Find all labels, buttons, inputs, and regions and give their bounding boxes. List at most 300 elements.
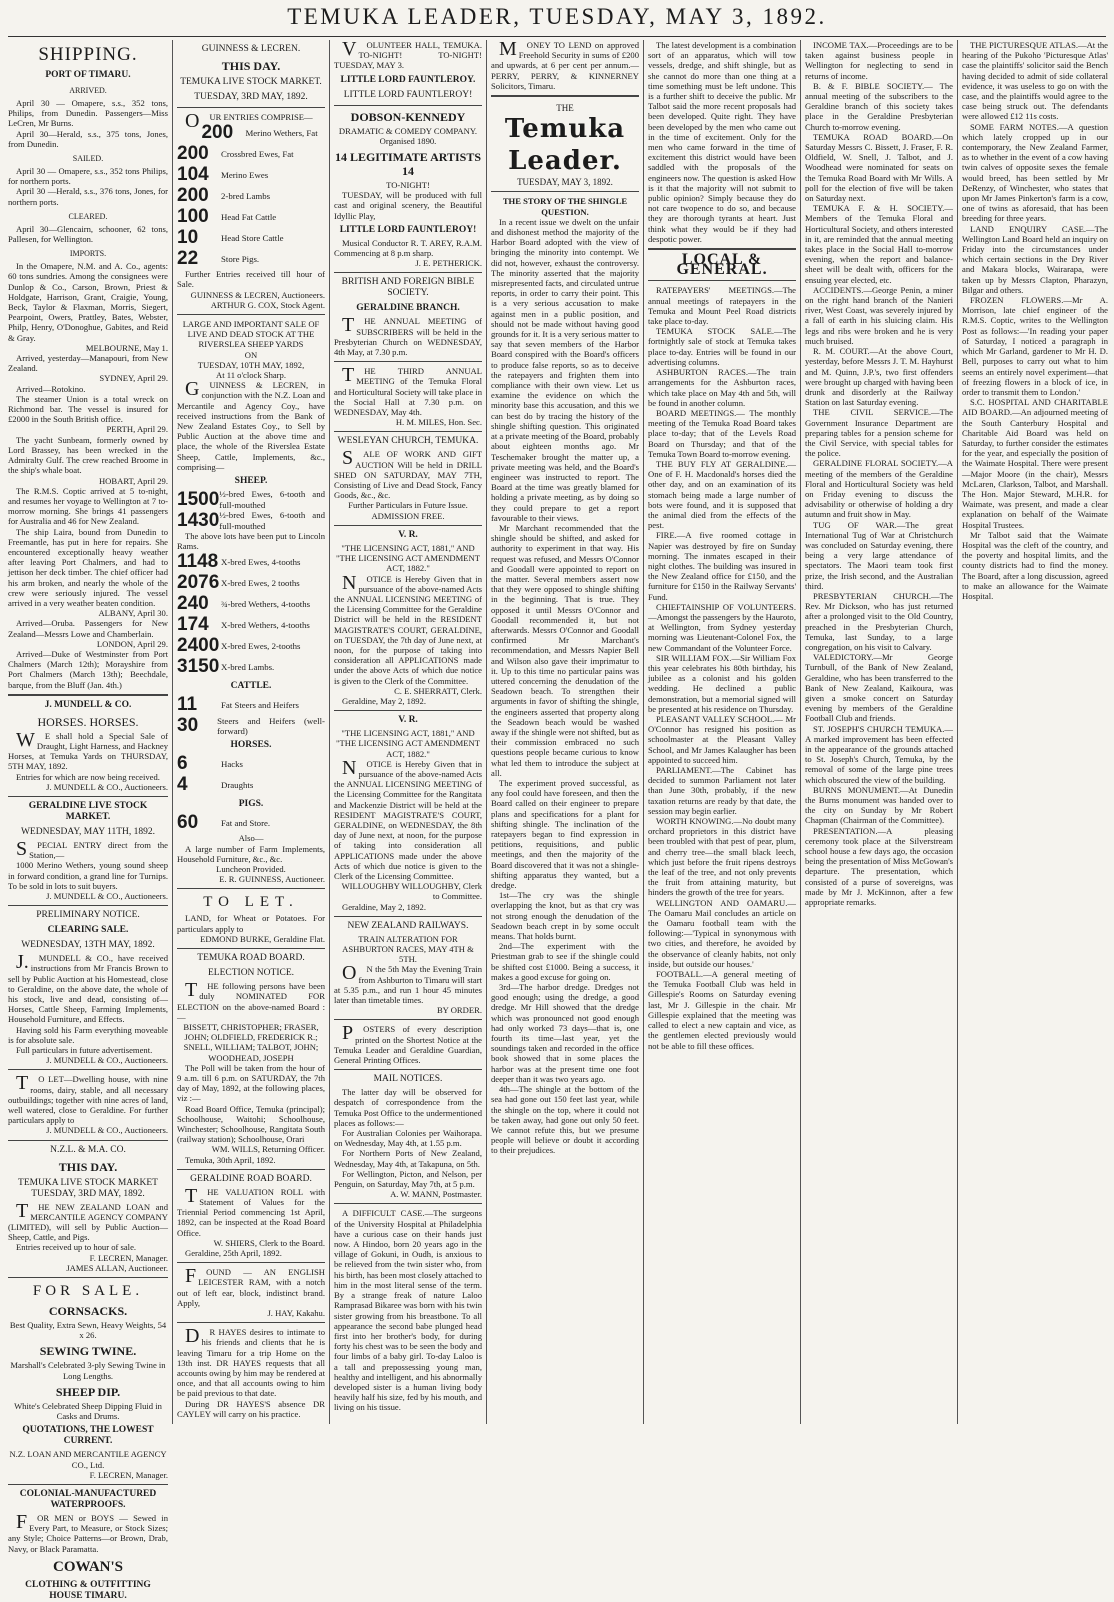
ad-body: Best Quality, Extra Sewn, Heavy Weights, 54 x 26. — [9, 1320, 167, 1341]
stock-description: X-bred Ewes, 2 tooths — [221, 577, 300, 588]
stock-description: Store Pigs. — [221, 253, 260, 264]
stock-count: 2076 — [177, 572, 220, 594]
article-paragraph: 4th—The shingle at the bottom of the sea had gone out 150 feet last year, while the shingle on the top, where it could not be taken away, had gone out only 50 feet. We cannot refute this, but we presume people will believe or doubt it according to their prejudices. — [491, 1084, 639, 1156]
ad-body: BISSETT, CHRISTOPHER; FRASER, JOHN; OLDFIELD, FREDERICK R.; SNELL, WILLIAM; TALBOT, JOHN; WOODHEAD, JOSEPH — [183, 1021, 319, 1063]
section-heading: LOCAL & GENERAL. — [676, 251, 768, 279]
divider — [334, 272, 482, 273]
stock-count: 60 — [177, 812, 199, 834]
stock-description: Fat and Store. — [221, 817, 271, 828]
ad-heading: "THE LICENSING ACT, 1881," AND "THE LICENSING ACT AMENDMENT ACT, 1882." — [336, 542, 480, 574]
ad-body: FOUND — AN ENGLISH LEICESTER RAM, with a notch out of left ear, block, indistinct brand. Apply, — [177, 1265, 325, 1308]
news-item: SOME FARM NOTES.—A question which lately cropped up in our contemporary, the New Zealand Farmer, as to whether in the event of a cow having twin calves of opposite sexes the female would breed, has been settled by Mr DeRenzy, of Winchester, who states that upon Mr James Pinkerton's farm is a cow, one of twins as aforesaid, that has been breeding for three years. — [962, 121, 1108, 224]
article-paragraph: A DIFFICULT CASE.—The surgeons of the University Hospital at Philadelphia have a curious case on their hands just now. A Hindoo, born 20 years ago in the village of Gokuni, in Oudh, is anxious to be relieved from the twin sister who, from his birth, has been most closely attached to him in the most literal sense of the term. By a strange freak of nature Laloo Ramprasad Bikaree was born with his twin sister growing from his breastbone. To all appearance the second babe plunged head first into her brother's body, for during forty his chest was to be seen the body and four limbs of a baby girl. To-day Laloo is a tall and prepossessing young man, healthy and intelligent, and his abnormally developed sister is a human living body heavily half his size, fed by his mouth, and living on his tissue. — [334, 1208, 482, 1413]
ad-body: Further Entries received till hour of Sale. — [177, 269, 325, 290]
ad-heading: WESLEYAN CHURCH, TEMUKA. — [337, 436, 479, 447]
ad-signature: EDMOND BURKE, Geraldine Flat. — [200, 933, 325, 944]
news-item: PRESBYTERIAN CHURCH.—The Rev. Mr Dickson, who has just returned after a prolonged visit to the Old Country, preached in the Presbyterian Church, Temuka, last Sunday, to a large congregation, on his visit to Calvary. — [805, 590, 953, 652]
ad-heading: SEWING TWINE. — [39, 1344, 137, 1359]
news-item: SIR WILLIAM FOX.—Sir William Fox this year celebrates his 80th birthday, his jubilee as a colonist and his golden wedding. He declined a public demonstration, but a memorial signed will be presented at his residence on Thursday. — [648, 652, 796, 714]
news-item: FIRE.—A five roomed cottage in Napier was destroyed by fire on Sunday morning. The inmates escaped in their night clothes. The building was insured in the New Zealand office for £150, and the furniture for £150 in the Railway Servants' Fund. — [648, 530, 796, 602]
ad-body: Marshall's Celebrated 3-ply Sewing Twine in Long Lengths. — [10, 1360, 166, 1381]
news-item: THE CIVIL SERVICE.—The Government Insurance Department are preparing tables for a pension scheme for the Civil Service, with special tables for the police. — [805, 407, 953, 459]
ad-subheading: TUESDAY, 3RD MAY, 1892. — [194, 92, 308, 102]
ad-body: Further Particulars in Future Issue. — [348, 500, 468, 511]
divider — [8, 1140, 168, 1141]
stock-description: X-bred Lambs. — [221, 661, 275, 672]
ad-signature: A. W. MANN, Postmaster. — [390, 1189, 482, 1200]
ad-body: THE VALUATION ROLL with Statement of Values for the Triennial Period commencing 1st April, 1892, can be inspected at the Road Board Office. — [177, 1184, 325, 1238]
ad-body: The above lots have been put to Lincoln Rams. — [177, 531, 325, 552]
ad-heading: V. R. — [398, 529, 418, 540]
stock-item — [177, 489, 325, 510]
ad-body: Also— — [238, 833, 264, 844]
news-item: TEMUKA ROAD BOARD.—On Saturday Messrs C. Bissett, J. Fraser, F. R. Oldfield, W. Snell, J. Talbot, and J. Woodhead were nominated for seats on the Temuka Road Board with Mr Wills. A poll for the election of five will be taken on Saturday next. — [805, 131, 953, 204]
ad-signature: WM. WILLS, Returning Officer. — [211, 1144, 325, 1155]
stock-description: X-bred Ewes, 2-tooths — [221, 640, 301, 651]
stock-count: 200 — [177, 185, 209, 207]
article-paragraph: The experiment proved successful, as any fool could have foreseen, and then the Board called on their engineer to prepare plans and specifications for a plant for shifting shingle. The inclination of the ratepayers began to find expression in petitions, requisitions, and public meetings, and then the majority of the Board discovered that it was not a shingle-shifting apparatus they wanted, but a dredge. — [491, 778, 639, 891]
ad-subheading: WEDNESDAY, MAY 11TH, 1892. — [20, 826, 156, 837]
stock-count: 22 — [177, 248, 199, 270]
ad-heading: NEW ZEALAND RAILWAYS. — [347, 920, 469, 931]
news-item: INCOME TAX.—Proceedings are to be taken against business people in Wellington for neglecting to send in returns of income. — [805, 40, 953, 81]
divider — [177, 107, 325, 108]
news-item: WORTH KNOWING.—No doubt many orchard proprietors in this district have been troubled with that pest of pear, plum, and cherry tree—the small black leech, which just before the fruit ripens destroys the leaf of the tree, and not only prevents the fruit from attaining maturity, but hinders the growth of the tree for years. — [648, 816, 796, 898]
column-rule — [172, 40, 173, 1424]
stock-description: ¾-bred Wethers, 4-tooths — [221, 598, 311, 609]
ad-signature: J. MUNDELL & CO., Auctioneers. — [46, 1055, 168, 1066]
ad-signature: J. MUNDELL & CO., Auctioneers. — [46, 1125, 168, 1136]
paper-title-the: THE — [556, 103, 574, 114]
ad-signature: C. E. SHERRATT, Clerk. — [394, 685, 482, 696]
stock-count: 10 — [177, 227, 199, 249]
news-item: CHIEFTAINSHIP OF VOLUNTEERS.—Amongst the passengers by the Hauroto, at Wellington, from Sydney yesterday morning was Lieutenant-Colonel Fox, the new Commandant of the Volunteer Force. — [648, 601, 796, 653]
shipping-entry: April 30—Herald, s.s., 375 tons, Jones, from Dunedin. — [8, 128, 168, 149]
ad-body: Entries for which are now being received. — [16, 771, 160, 782]
divider — [334, 525, 482, 526]
ad-body: J.MUNDELL & CO., have received instructions from Mr Francis Brown to sell by Public Auction at his Homestead, close to Geraldine, on the above date, the whole of his stock, live and dead, consisting of—Horses, Cattle Sheep, Farming Implements, Household Furniture, and Effects. — [8, 951, 168, 1025]
divider — [334, 1203, 482, 1204]
ad-heading: QUOTATIONS, THE LOWEST CURRENT. — [22, 1425, 154, 1447]
ad-heading: TEMUKA LIVE STOCK MARKET. — [180, 77, 322, 87]
imports-label: IMPORTS. — [69, 249, 107, 259]
ad-body: ADMISSION FREE. — [371, 510, 445, 521]
paper-title: Temuka Leader. — [504, 114, 626, 177]
ad-body: For Northern Ports of New Zealand, Wednesday, May 4th, at Takapuna, on 5th. — [334, 1148, 482, 1169]
ad-body: LAND, for Wheat or Potatoes. For particulars apply to — [177, 913, 325, 934]
news-item: LAND ENQUIRY CASE.—The Wellington Land Board held an inquiry on Friday into the circumstances under which certain sections in the Dry River and Makara blocks, Wairarapa, were taken up by Messrs Clapton, Pharazyn, Bilgar and others. — [962, 223, 1108, 295]
ad-body: THE following persons have been duly NOMINATED FOR ELECTION on the above-named Board :— — [177, 979, 325, 1022]
ad-heading: DOBSON-KENNEDY — [350, 109, 466, 124]
stock-count: 104 — [177, 164, 209, 186]
ad-signature: J. E. PETHERICK. — [415, 258, 482, 269]
ad-body: WE shall hold a Special Sale of Draught, Light Harness, and Hackney Horses, at Temuka Yards on THURSDAY, 5TH MAY, 1892. — [8, 728, 168, 772]
ad-signature: F. LECREN, Manager. — [89, 1252, 168, 1263]
shipping-entry: April 30 —Herald, s.s., 376 tons, Jones, for northern ports. — [8, 186, 168, 207]
stock-description: ½-bred Ewes, 6-tooth and full-mouthed — [219, 489, 325, 510]
stock-description: Merino Wethers, Fat — [245, 127, 318, 138]
divider — [177, 314, 325, 315]
news-item: RATEPAYERS' MEETINGS.—The annual meetings of ratepayers in the Temuka and Mount Peel Road districts take place to-day. — [648, 285, 796, 327]
shipping-entry: Arrived, yesterday—Manapouri, from New Zealand. — [8, 353, 168, 374]
shipping-entry: The R.M.S. Coptic arrived at 5 to-night, and resumes her voyage to Wellington at 7 to-morrow morning. She brings 41 passengers for Australia and 46 for New Zealand. — [8, 485, 168, 527]
divider — [177, 1169, 325, 1170]
column-rule — [800, 40, 801, 1424]
ad-heading: N.Z.L. & M.A. CO. — [50, 1144, 126, 1155]
ad-signature: WILLOUGHBY WILLOUGHBY, Clerk to Committee. — [341, 881, 482, 902]
stock-description: Merino Ewes — [221, 169, 269, 180]
ad-subheading: TEMUKA LIVE STOCK MARKET TUESDAY, 3RD MAY, 1892. — [18, 1177, 158, 1199]
column-news-2 — [805, 40, 953, 1420]
news-item: ST. JOSEPH'S CHURCH TEMUKA.—A marked improvement has been effected in the appearance of the grounds attached to St. Joseph's Church, Temuka, by the removal of some of the large pine trees which obscured the view of the building. — [805, 723, 953, 785]
ad-body: White's Celebrated Sheep Dipping Fluid in Casks and Drums. — [14, 1400, 162, 1422]
article-paragraph: 2nd—The experiment with the Priestman grab to see if the shingle could be shifted cost £1000. Being a success, it makes a good excuse for going on. — [491, 941, 639, 982]
stock-description: X-bred Ewes, 4-tooths — [221, 556, 301, 567]
divider — [334, 361, 482, 362]
dateline: PERTH, April 29. — [106, 424, 168, 435]
ad-heading: LITTLE LORD FAUNTLEROY. — [340, 74, 476, 85]
stock-count: 30 — [177, 715, 199, 737]
stock-count: 100 — [177, 206, 209, 228]
ad-signature: J. HAY, Kakahu. — [267, 1307, 325, 1318]
divider — [8, 905, 168, 906]
ad-body: ON — [244, 349, 258, 360]
news-item: FROZEN FLOWERS.—Mr A. Morrison, late chief engineer of the R.M.S. Coptic, writes to the Wellington Post as follows:—'In reading your paper of Saturday, I noticed a paragraph in which Mr Garland, gardener to Mr H. D. Bell, purposes to carry out what to him seems an entirely novel experiment—that of freezing flowers in a block of ice, in order to transmit them to London.' — [962, 295, 1108, 397]
dateline: LONDON, April 29. — [96, 638, 168, 649]
divider — [8, 796, 168, 797]
news-item: FOOTBALL.—A general meeting of the Temuka Football Club was held in Gillespie's Rooms on Saturday evening last, Mr J. Gillespie in the chair. Mr Gillespie explained that the meeting was called to elect a new captain and vice, as the gentlemen elected previously would not be able to fill these offices. — [648, 969, 796, 1051]
ad-body: The latter day will be observed for despatch of correspondence from the Temuka Post Office to the undermentioned places as follows:— — [334, 1087, 482, 1128]
ad-body: GUINNESS & LECREN, in conjunction with the N.Z. Loan and Mercantile and Agency Coy., have received instructions from the Bank of New Zealand Estates Coy., to Sell by Public Auction at the above time and place, the whole of the Riverslea Estate Sheep, Cattle, Implements, &c., comprising— — [177, 378, 325, 472]
news-item: TUG OF WAR.—The great International Tug of War at Christchurch was concluded on Saturday evening, there being a very large attendance of spectators. The Maori team took first prize, the Irish second, and the Australian third. — [805, 519, 953, 591]
ad-heading: "THE LICENSING ACT, 1881," AND "THE LICENSING ACT AMENDMENT ACT, 1882." — [336, 728, 480, 759]
column-rule — [329, 40, 330, 1424]
ad-body: SPECIAL ENTRY direct from the Station,— — [16, 837, 168, 861]
divider — [491, 95, 639, 97]
dateline: ALBANY, April 30. — [98, 608, 168, 619]
shipping-entry: Arrived—Duke of Westminster from Port Chalmers (March 12th); Morayshire from Port Chalmers (March 13th); Beechdale, barque, from the Bluff (Jan. 4th.) — [8, 648, 168, 690]
ad-heading: BRITISH AND FOREIGN BIBLE SOCIETY. — [341, 277, 475, 299]
news-item: ASHBURTON RACES.—The train arrangements for the Ashburton races, which take place on May 4th and 5th, will be found in another column. — [648, 367, 796, 408]
news-item: BURNS MONUMENT.—At Dunedin the Burns monument was handed over to the city on Sunday by Mr Robert Chapman (Chairman of the Committee). — [805, 784, 953, 826]
divider — [334, 1069, 482, 1070]
ad-heading: LITTLE LORD FAUNTLEROY! — [339, 224, 477, 235]
stock-description: Draughts — [221, 779, 254, 790]
stock-item — [177, 694, 325, 715]
ad-subheading: PIGS. — [238, 799, 264, 810]
news-item: PRESENTATION.—A pleasing ceremony took place at the Silverstream school house a few days ago, the occasion being the presentation of Miss McGowan's departure. The presentation, which consisted of a purse of sovereigns, was made by Mr J. McKinnon, after a few appropriate remarks. — [805, 825, 953, 908]
divider — [491, 191, 639, 192]
paper-date: TUESDAY, MAY 3, 1892. — [517, 177, 613, 188]
ad-body: NOTICE is Hereby Given that in pursuance of the above-named Acts the ANNUAL LICENSING MEETING of the Licensing Committee for the Geraldine District will be held in the RESIDENT MAGISTRATE'S COURT, GERALDINE, on TUESDAY, the 7th day of June next, at noon, for the purpose of taking into consideration all APPLICATIONS made under the above Acts of which due notice is given to the Clerk of the Committee. — [334, 571, 482, 686]
divider — [334, 105, 482, 106]
stock-item — [177, 227, 325, 248]
ad-subheading: SHEEP. — [234, 476, 268, 487]
stock-count: 240 — [177, 593, 209, 615]
stock-item — [177, 635, 325, 656]
stock-count: 1500 — [177, 489, 220, 511]
news-item: B. & F. BIBLE SOCIETY.— The annual meeting of the subscribers to the Geraldine branch of this society takes place in the Geraldine Presbyterian Church to-morrow evening. — [805, 80, 953, 132]
ad-signature: J. MUNDELL & CO., Auctioneers. — [46, 781, 168, 792]
article-paragraph: Mr Marchant recommended that the shingle should be shifted, and asked for authority to experiment in that way. His request was refused, and Messrs O'Connor and Goodall were appointed to report on the matter. Several members assert now that they were opposed to shingle shifting in the beginning. That is true. They opposed it until Messrs O'Connor and Goodall recommended it, but not afterwards. Messrs O'Connor and Goodall confirmed Mr Marchant's recommendation, and Messrs Napier Bell and Wilson also gave their imprimatur to it. Up to this time no particular pains was uttered concerning the denudation of the Seadown beach. To strengthen their arguments in favor of shifting the shingle, the engineers asserted that property along the Seadown beach would be washed away if the shingle were not shifted, but as their commission embraced no such questions people became curious to know what led them to introduce the subject at all. — [491, 522, 639, 778]
ad-body: Entries received up to hour of sale. — [16, 1242, 137, 1253]
column-rule — [486, 40, 487, 1424]
column-local-general — [648, 40, 796, 1420]
stock-item — [177, 185, 325, 206]
ad-body: OUR ENTRIES COMPRISE— — [185, 110, 313, 132]
shipping-heading: SHIPPING. — [38, 44, 138, 65]
port-heading: PORT OF TIMARU. — [45, 70, 131, 80]
cleared-label: CLEARED. — [68, 211, 108, 221]
ad-signature: F. LECREN, Manager. — [89, 1469, 168, 1480]
stock-description: Hacks — [221, 758, 243, 769]
divider — [177, 1322, 325, 1323]
stock-description: Crossbred Ewes, Fat — [221, 148, 294, 159]
ad-heading: V. R. — [398, 715, 418, 726]
divider — [334, 710, 482, 711]
ad-body: A large number of Farm Implements, Household Furniture, &c., &c. — [177, 843, 325, 864]
article-heading: THE STORY OF THE SHINGLE QUESTION. — [502, 196, 628, 217]
ad-body: During DR HAYES'S absence DR CAYLEY will carry on his practice. — [177, 1398, 325, 1419]
sailed-label: SAILED. — [72, 154, 104, 164]
shipping-entry: The steamer Union is a total wreck on Richmond bar. The vessel is insured for £2000 in the South British office. — [8, 393, 168, 425]
ad-body: Geraldine, 25th April, 1892. — [185, 1247, 282, 1258]
ad-heading: LARGE AND IMPORTANT SALE OF LIVE AND DEAD STOCK AT THE RIVERSLEA SHEEP YARDS — [182, 319, 320, 350]
ad-heading: LITTLE LORD FAUNTLEROY! — [343, 89, 473, 100]
news-item: BOARD MEETINGS.— The monthly meeting of the Temuka Road Board takes place to-day; that of the Levels Road Board on Thursday; and that of the Temuka Town Board to-morrow evening. — [648, 407, 796, 459]
ad-body: FOR MEN or BOYS — Sewed in Every Part, to Measure, or Stock Sizes; any Style; Choice Patterns—or Brown, Drab, Navy, or Black Paramatta. — [8, 1510, 168, 1554]
stock-item — [177, 510, 325, 531]
divider — [177, 948, 325, 949]
news-item: TEMUKA F. & H. SOCIETY.—Members of the Temuka Floral and Horticultural Society, and others interested in it, are reminded that the annual meeting takes place in the Social Hall to-morrow evening, when the report and balance-sheet will be dealt with, officers for the ensuing year elected, etc. — [805, 203, 953, 285]
ad-heading: FOR SALE. — [32, 1283, 144, 1300]
stock-item — [201, 122, 325, 143]
divider — [8, 694, 168, 696]
stock-item — [177, 753, 325, 774]
dateline: MELBOURNE, May 1. — [85, 342, 168, 353]
ad-body: NOTICE is Hereby Given that in pursuance of the above-named Acts the ANNUAL LICENSING MEETING of the Licensing Committee for the Rangitata and Mackenzie District will be held at the RESIDENT MAGISTRATE'S COURT, GERALDINE, on WEDNESDAY, the 8th day of June next, at noon, for the purpose of taking into consideration all APPLICATIONS made under the above Acts of which due notice is given to the Clerk of the Licensing Committee. — [334, 756, 482, 881]
stock-description: X-bred Wethers, 4-tooths — [221, 619, 310, 630]
ad-heading: CORNSACKS. — [48, 1304, 128, 1319]
ad-body: Full particulars in future advertisement. — [16, 1045, 153, 1056]
stock-count: 11 — [177, 694, 198, 716]
ad-heading: TRAIN ALTERATION FOR ASHBURTON RACES, MAY 4TH & 5TH. — [342, 933, 474, 965]
ad-signature: E. R. GUINNESS, Auctioneer. — [219, 874, 325, 885]
ad-body: THE NEW ZEALAND LOAN and MERCANTILE AGENCY COMPANY (LIMITED), will sell by Public Auction—Sheep, Cattle, and Pigs. — [8, 1199, 168, 1243]
news-item: R. M. COURT.—At the above Court, yesterday, before Messrs J. T. M. Hayhurst and M. Quinn, J.P.'s, two first offenders were brought up charged with having been drunk and disorderly at the Railway Station on last Saturday evening. — [805, 346, 953, 408]
ad-heading: THIS DAY. — [58, 1159, 118, 1174]
divider — [334, 431, 482, 432]
stock-description: 2-bred Lambs — [221, 190, 271, 201]
divider — [8, 1069, 168, 1070]
stock-item — [177, 593, 325, 614]
ad-heading: VOLUNTEER HALL, TEMUKA. TO-NIGHT! TO-NIGHT! TUESDAY, MAY 3. — [334, 38, 482, 71]
ad-heading: GERALDINE BRANCH. — [356, 303, 460, 314]
news-item: Mr Talbot said that the Waimate Hospital was the cleft of the country, and the poverty and hospital limits, and the county districts had to find the money. The Board, after a long discussion, agreed to make an allowance for the Waimate Hospital. — [962, 529, 1108, 601]
ad-heading: 14 LEGITIMATE ARTISTS 14 — [334, 150, 482, 179]
stock-item — [177, 656, 325, 677]
stock-item — [177, 164, 325, 185]
ad-body: Temuka, 30th April, 1892. — [185, 1154, 276, 1165]
ad-signature: BY ORDER. — [436, 1005, 482, 1016]
dateline: HOBART, April 29. — [98, 475, 168, 486]
ad-body: SALE OF WORK AND GIFT AUCTION Will be held in DRILL SHED ON SATURDAY, MAY 7TH, Consisting of Live and Dead Stock, Fancy Goods, &c., &c. — [334, 447, 482, 501]
stock-count: 174 — [177, 614, 209, 636]
ad-body: Having sold his Farm everything moveable is for absolute sale. — [8, 1024, 168, 1045]
ad-heading: THIS DAY. — [221, 59, 281, 73]
ad-heading: GERALDINE LIVE STOCK MARKET. — [28, 800, 148, 822]
ad-body: 1000 Merino Wethers, young sound sheep in forward condition, a grand line for Turnips. To be sold in lots to suit buyers. — [8, 860, 168, 891]
ad-body: TUESDAY, will be produced with full cast and original scenery, the Beautiful Idyllic Play, — [334, 190, 482, 221]
news-item: GERALDINE FLORAL SOCIETY.—A meeting of the members of the Geraldine Floral and Horticultural Society was held on Friday evening to discuss the advisability or otherwise of holding a dry autumn and fruit show in May. — [805, 458, 953, 520]
stock-item — [177, 143, 325, 164]
stock-item — [177, 572, 325, 593]
stock-count: 200 — [177, 143, 209, 165]
divider — [8, 1277, 168, 1278]
news-item: PLEASANT VALLEY SCHOOL.— Mr O'Connor has resigned his position as schoolmaster at the Pleasant Valley School, and Mr James Kalaugher has been appointed to succeed him. — [648, 714, 796, 765]
news-item: WELLINGTON AND OAMARU.—The Oamaru Mail concludes an article on the Oamaru football team with the following:—'Typical in synonymous with two cities, and therefore, he avoided by the observance of cleanly habits, not only inside, but outside our houses.' — [648, 897, 796, 969]
ad-heading: GERALDINE ROAD BOARD. — [190, 1173, 312, 1184]
article-paragraph: 3rd—The harbor dredge. Dredges not good enough; using the dredge, a good dredge. Mr Hill showed that the dredge which was pronounced not good enough had only worked 73 days—that is, one fourth its time—last year, yet the soundings taken and recorded in the office book showed that in some places the harbor was at the present time one foot deeper than it was two years ago. — [491, 982, 639, 1084]
ad-signature: W. SHIERS, Clerk to the Board. — [213, 1237, 325, 1248]
news-item: ACCIDENTS.—George Penin, a miner on the right hand branch of the Nanieri river, West Coast, was severely injured by a fall of earth in his sluicing claim. His legs and ribs were broken and he is very much bruised. — [805, 284, 953, 346]
ad-body: DR HAYES desires to intimate to his friends and clients that he is leaving Timaru for a trip Home on the 13th inst. DR HAYES requests that all accounts owing by him may be rendered at once, and that all accounts owing to him be paid previous to that date. — [177, 1325, 325, 1399]
stock-count: 3150 — [177, 656, 220, 678]
column-rule — [957, 40, 958, 1424]
stock-count: 2400 — [177, 635, 220, 657]
ad-heading: PRELIMINARY NOTICE. — [36, 910, 140, 921]
divider — [648, 248, 796, 250]
ad-body: POSTERS of every description printed on the Shortest Notice at the Temuka Leader and Geraldine Guardian, General Printing Offices. — [334, 1022, 482, 1066]
column-rule — [643, 40, 644, 1424]
masthead: TEMUKA LEADER, TUESDAY, MAY 3, 1892. — [287, 4, 827, 29]
ad-body: THE ANNUAL MEETING of SUBSCRIBERS will be held in the Presbyterian Church on WEDNESDAY, 4th May, at 7.30 p.m. — [334, 314, 482, 358]
ad-heading: COLONIAL-MANUFACTURED WATERPROOFS. — [19, 1488, 157, 1510]
ad-heading: TO LET. — [203, 894, 299, 911]
shipping-entry: April 30 — Omapere, s.s., 352 tons, Philips, from Dunedin. Passengers—Miss LeCren, Mr Burns. — [8, 98, 168, 129]
column-news-3 — [962, 40, 1108, 1420]
ad-heading: TEMUKA ROAD BOARD. — [197, 953, 305, 964]
stock-item — [177, 812, 325, 833]
news-item: TEMUKA STOCK SALE.—The fortnightly sale of stock at Temuka takes place to-day. Entries will be found in our advertising columns. — [648, 326, 796, 367]
ad-subheading: WEDNESDAY, 13TH MAY, 1892. — [21, 940, 155, 951]
news-item: S.C. HOSPITAL AND CHARITABLE AID BOARD.—An adjourned meeting of the South Canterbury Hospital and Charitable Aid Board was held on Saturday, to further consider the estimates for the year, and especially the position of the Waimate Hospital. There were present—Major Moore (in the chair), Messrs McLaren, Clarkson, Talbot, and Marshall. The Hon. Major Steward, M.H.R. for Waimate, was present, and made a clear explanation on behalf of the Waimate Hospital Trustees. — [962, 397, 1108, 530]
shipping-entry: Arrived—Oruba. Passengers for New Zealand—Messrs Lowe and Chamberlain. — [8, 618, 168, 639]
ad-heading: ELECTION NOTICE. — [207, 968, 294, 979]
ad-subheading: HORSES. — [230, 740, 272, 751]
divider — [648, 280, 796, 281]
divider — [8, 1484, 168, 1485]
stock-item — [177, 774, 325, 795]
divider — [334, 916, 482, 917]
shipping-entry: April 30 — Omapere, s.s., 352 tons Philips, for northern ports. — [8, 166, 168, 187]
masthead-rule — [8, 36, 1106, 37]
stock-description: Head Fat Cattle — [221, 211, 277, 222]
divider — [177, 1262, 325, 1263]
stock-description: Steers and Heifers (well-forward) — [217, 715, 325, 736]
article-paragraph: The latest development is a combination sort of an apparatus, which will tow vessels, dredge, and shift shingle, but as she cannot do more than one thing at a time something must be left undone. This is a further shift to deceive the public. Mr Talbot said the more recent proposals had been developed. Quite right. They have been developed by the men who came out in the time of excitement. Only for the men who came forward in the time of excitement this district would have been saddled with the proposals of the engineers now. The question is asked How is it that the majority will not submit to public opinion? Simply because they do not care twopence to do so, and because they are thorough tyrants at heart. Just think what they would be if they had despotic power. — [648, 40, 796, 244]
stock-item — [177, 206, 325, 227]
column-editorial — [491, 40, 639, 1420]
ad-body: Geraldine, May 2, 1892. — [342, 901, 427, 912]
ad-heading: COWAN'S — [52, 1558, 123, 1575]
stock-count: 200 — [201, 122, 234, 144]
stock-item — [177, 715, 325, 736]
stock-count: 1148 — [177, 551, 219, 573]
dateline: SYDNEY, April 29. — [99, 373, 168, 384]
stock-description: Head Store Cattle — [221, 232, 284, 243]
ad-heading: SHEEP DIP. — [55, 1384, 121, 1399]
ad-signature: ARTHUR G. COX, Stock Agent. — [210, 299, 325, 310]
stock-count: 4 — [177, 774, 188, 796]
ad-body: TO LET—Dwelling house, with nine rooms, dairy, stable, and all necessary outbuildings; together with nine acres of land, well watered, close to Geraldine. For further particulars apply to — [8, 1072, 168, 1126]
ad-signature: GUINNESS & LECREN, Auctioneers. — [190, 289, 325, 300]
column-notices — [334, 40, 482, 1420]
divider — [177, 888, 325, 889]
ad-heading: HORSES. HORSES. — [37, 714, 139, 729]
ad-heading: J. MUNDELL & CO. — [44, 699, 132, 710]
ad-body: At 11 o'clock Sharp. — [216, 370, 286, 381]
ad-body: For Wellington, Picton, and Nelson, per Penguin, on Saturday, May 7th, at 5 p.m. — [334, 1168, 482, 1190]
divider — [334, 1019, 482, 1020]
ad-subheading: TUESDAY, 10TH MAY, 1892, — [197, 359, 305, 370]
ad-subheading: CATTLE. — [230, 681, 272, 692]
stock-description: ½-bred Ewes, 6-tooth and full-mouthed — [219, 510, 325, 531]
news-item: VALEDICTORY.—Mr George Turnbull, of the Bank of New Zealand, Geraldine, who has been transferred to the Bank of New Zealand, Kaikoura, was given a smoke concert on Saturday evening by members of the Geraldine Football Club and friends. — [805, 652, 953, 724]
ad-body: N.Z. LOAN AND MERCANTILE AGENCY CO., Ltd. — [9, 1449, 167, 1470]
ad-signature: H. M. MILES, Hon. Sec. — [395, 417, 482, 428]
stock-item — [177, 614, 325, 635]
ad-body: The Poll will be taken from the hour of 9 a.m. till 6 p.m. on SATURDAY, the 7th day of May, 1892, at the following places, viz :— — [177, 1062, 325, 1104]
ad-heading: GUINNESS & LECREN. — [201, 44, 301, 54]
shipping-entry: The yacht Sunbeam, formerly owned by Lord Brassey, has been wrecked in the Admiralty Gulf. The crew reached Broome in the ship's whale boat. — [8, 434, 168, 476]
ad-body: THE THIRD ANNUAL MEETING of the Temuka Floral and Horticultural Society will take place in the Social Hall at 7.30 p.m. on WEDNESDAY, May 4th. — [334, 364, 482, 418]
ad-body: Geraldine, May 2, 1892. — [342, 695, 427, 706]
ad-signature: JAMES ALLAN, Auctioneer. — [66, 1262, 168, 1273]
ad-heading: CLEARING SALE. — [47, 925, 129, 936]
paper-title-block — [491, 103, 639, 187]
ad-heading: MAIL NOTICES. — [373, 1074, 443, 1085]
ad-signature: J. MUNDELL & CO., Auctioneers. — [46, 891, 168, 901]
ad-body: DRAMATIC & COMEDY COMPANY. Organised 1890. — [338, 125, 478, 146]
shipping-entry: April 30—Glencairn, schooner, 62 tons, Pallesen, for Wellington. — [8, 223, 168, 245]
ad-body: MONEY TO LEND on approved Freehold Security in sums of £200 and upwards, at 6 per cent per annum.—PERRY, PERRY, & KINNERNEY Solicitors, Timaru. — [491, 38, 639, 91]
stock-item — [177, 248, 325, 269]
arrived-label: ARRIVED. — [69, 86, 107, 95]
stock-count: 1430 — [177, 510, 220, 532]
stock-description: Fat Steers and Heifers — [221, 699, 299, 710]
news-item: THE BUY FLY AT GERALDINE.—One of F. H. Macdonald's horses died the other day, and on an examination of its stomach being made a large number of bots were found, and it is supposed that the animal died from the effects of the pest. — [648, 458, 796, 531]
ad-body: Musical Conductor R. T. AREY, R.A.M. Commencing at 8 p.m sharp. — [334, 237, 482, 259]
ad-heading: CLOTHING & OUTFITTING HOUSE TIMARU. — [25, 1579, 151, 1601]
news-item: PARLIAMENT.—The Cabinet has decided to summon Parliament not later than June 30th, probably, if the new taxation returns are ready by that date, the session may begin earlier. — [648, 765, 796, 816]
shipping-entry: Arrived—Rotokino. — [16, 383, 86, 394]
column-shipping — [8, 40, 168, 1601]
ad-body: TO-NIGHT! — [386, 180, 430, 191]
stock-count: 6 — [177, 753, 188, 775]
ad-body: Luncheon Provided. — [216, 864, 286, 875]
column-auctions — [177, 40, 325, 1420]
article-paragraph: In a recent issue we dwelt on the unfair and dishonest method the majority of the Harbor Board adopted with the view of bringing the minority into contempt. We did not, however, exhaust the controversy. The minority asserted that the majority misrepresented facts, and circulated untrue reports, in order to carry their point. This is a very serious accusation to make against men in a public position, and should not be made without having good grounds for it. It is a very serious matter to say that seven members of the Harbor Board conspired with the Board's officers to produce false reports, so as to deceive the ratepayers and frighten them into compliance with their own view. Let us examine the evidence on which the minority base this accusation, and this we can best do by tracing the history of the shingle shifting question. This originated at a private meeting of the Board, probably about eighteen months ago. Mr Teschemaker brought the matter up, a private meeting was held, and the Board's engineer was instructed to report. The Board at the time was greatly blamed for holding a private meeting, as by doing so they could prepare to get a report favourable to their views. — [491, 216, 639, 523]
ad-body: Road Board Office, Temuka (principal); Schoolhouse, Waitohi; Schoolhouse, Winchester; Schoolhouse, Rangitata South (railway station); Schoolhouse, Orari — [177, 1103, 325, 1145]
shipping-entry: In the Omapere, N.M. and A. Co., agents: 60 tons sundries. Among the consignees were Dunlop & Co., Carson, Brown, Priest & Holdgate, Harrison, Grant, Craigie, Young, Beck, Taylor & Flaxman, Morris, Siegert, Pearpoint, Owers, Prattley, Bates, Webster, Philp, Henry, O'Donoghue, Gabites, and Reid & Gray. — [8, 261, 168, 343]
news-item: THE PICTURESQUE ATLAS.—At the hearing of the Pukoho 'Picturesque Atlas' case the plaintiffs' solicitor said the Bench having decided to admit of side collateral evidence, it was useless to go on with the case, and the plaintiffs would agree to the case being struck out. The defendants were allowed £12 11s costs. — [962, 40, 1108, 122]
stock-item — [177, 551, 325, 572]
shipping-entry: The ship Laira, bound from Dunedin to Freemantle, has put in here for repairs. She encountered exceptionally heavy weather after leaving Port Chalmers, and had to jettison her deck timber. The chief officer had his arm broken, and nearly the whole of the crew were seriously injured. The vessel arrived in a very weather beaten condition. — [8, 526, 168, 608]
article-paragraph: 1st—The cry was the shingle overlapping the knot, but as that cry was not strong enough the denudation of the Seadown beach crept in by some occult means. That holds burnt. — [491, 890, 639, 942]
ad-body: ON the 5th May the Evening Train from Ashburton to Timaru will start at 5.35 p.m., and run 1 hour 45 minutes later than timetable times. — [334, 962, 482, 1006]
ad-body: For Australian Colonies per Waihorapa. on Wednesday, May 4th, at 1.55 p.m. — [334, 1128, 482, 1149]
